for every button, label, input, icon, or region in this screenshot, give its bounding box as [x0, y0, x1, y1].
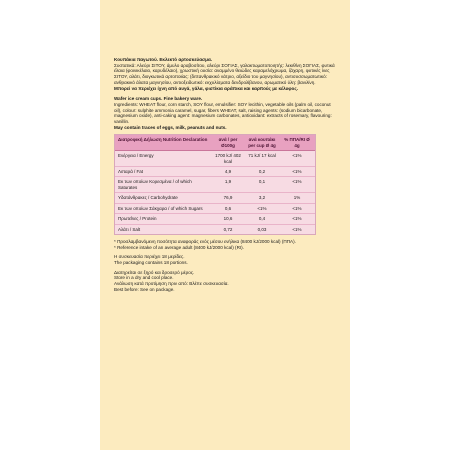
- nutrition-row-percup: 0,1: [258, 179, 266, 185]
- nutrition-row-per100: 76,9: [223, 195, 233, 201]
- nutrition-row-ri: 1%: [293, 195, 301, 201]
- english-ingredients: Ingredients: WHEAT flour, corn starch, SOY flour, emulsifier: SOY lecithin, vegetable oils (palm oil, coconut oil), colour: sulphite ammonia caramel, sugar, fibers WHEAT, salt, raising agents: (sodium bicarbonate, magnesium oxide), anti-caking agent: magnesium carbonates, antioxidant: extracts of rosemary, flavouring: vanillin.: [114, 101, 332, 125]
- nutrition-row-ri: <1%: [292, 205, 302, 211]
- nutrition-row-protein: [115, 214, 315, 224]
- greek-storage: Διατηρείται σε ξηρό και δροσερό μέρος.: [114, 269, 195, 275]
- nutrition-row-ri: <1%: [292, 169, 302, 175]
- nutrition-row-per100: 4,9: [224, 169, 232, 175]
- nutrition-row-per100: 1700 kJ/ 402 kcal: [215, 153, 241, 164]
- nutrition-row-salt: [115, 225, 315, 234]
- nutrition-row-per100: 0,6: [224, 205, 232, 211]
- nutrition-row-percup: 0,2: [258, 169, 266, 175]
- nutrition-row-carbohydrate: [115, 193, 315, 203]
- nutrition-row-percup: 0,03: [257, 226, 267, 232]
- nutrition-row-energy: [115, 151, 315, 167]
- english-title: Wafer ice cream cups. Fine bakery ware.: [114, 96, 203, 102]
- english-allergens: May contain traces of eggs, milk, peanuts and nuts.: [114, 124, 227, 130]
- nutrition-row-saturates: [115, 177, 315, 193]
- english-storage: Store in a dry and cool place.: [114, 275, 174, 281]
- nutrition-row-per100: 10,6: [223, 216, 233, 222]
- nutrition-row-ri: <1%: [292, 153, 302, 159]
- nutrition-row-ri: <1%: [292, 216, 302, 222]
- nutrition-row-percup: <1%: [257, 205, 267, 211]
- greek-best-before: Ανάλωση κατά προτίμηση πριν από: Βλέπε συσκευασία.: [114, 281, 229, 287]
- greek-ri-note: * Προσλαμβανόμενη ποσότητα αναφοράς ενός μέσου ενήλικα (8400 kJ/2000 kcal) (ΠΠΑ).: [114, 238, 296, 244]
- english-ri-note: * Reference intake of an average adult (8400 kJ/2000 kcal) (RI).: [114, 244, 244, 250]
- greek-ingredients: Συστατικά: Αλεύρι ΣΙΤΟΥ, άμυλο αραβοσίτου, αλεύρι ΣΟΓΙΑΣ, γαλακτωματοποιητής: λεκιθίνη ΣΟΓΙΑΣ, φυτικά έλαια (φοινικέλαιο, καρυδέλαιο), χρωστική ουσία: αναμμένο θειώδες καραμελόχρωμα, ζάχαρη, φυτικές ίνες ΣΙΤΟΥ, αλάτι, διογκωτικά αρτοποιίας: (διττανθρακικό νάτριο, αξείδιο του μαγνησίου), αντισυσσωματωτικό: ανθρακικό άλατα μαγνησίου, αντιοξειδωτικό: εκχυλίσματα δενδρολίβανου, αρωματικό ύλη: βανιλίνη.: [114, 62, 335, 85]
- nutrition-row-percup: 71 kJ/ 17 kcal: [248, 153, 276, 159]
- nutrition-row-per100: 1,9: [224, 179, 232, 185]
- nutrition-row-name: Ενέργεια / Energy: [118, 153, 154, 159]
- product-label-panel: [100, 0, 350, 450]
- nutrition-row-percup: 3,2: [258, 195, 266, 201]
- greek-title: Κουπάκια παγωτού. Εκλεκτό αρτοσκεύασμα.: [114, 57, 213, 62]
- nutrition-row-name: Εκ των οποίων Κορεσμένα / of which Saturates: [118, 179, 192, 190]
- nutrition-row-name: Υδατάνθρακες / Carbohydrate: [118, 195, 178, 201]
- nutrition-row-per100: 0,72: [223, 226, 233, 232]
- nutrition-row-name: Πρωτεΐνες / Protein: [118, 216, 157, 222]
- nutrition-row-sugars: [115, 204, 315, 214]
- footnotes: [114, 239, 336, 293]
- nutrition-row-ri: <1%: [292, 226, 302, 232]
- label-text-block: [114, 57, 336, 293]
- nutrition-header-per100: ανά / per Ø100g: [218, 137, 238, 148]
- english-portions: The packaging contains 18 portions.: [114, 260, 188, 266]
- nutrition-row-name: Λιπαρά / Fat: [118, 169, 144, 175]
- nutrition-table-header: [115, 135, 315, 151]
- nutrition-row-name: Αλάτι / Salt: [118, 226, 141, 232]
- nutrition-row-fat: [115, 167, 315, 177]
- nutrition-header-ri: % ΠΠΑ/RI Ø 4g: [284, 137, 310, 148]
- greek-portions: Η συσκευασία περιέχει 18 μερίδες.: [114, 254, 185, 260]
- nutrition-row-ri: <1%: [292, 179, 302, 185]
- english-best-before: Best before: See on package.: [114, 286, 175, 292]
- greek-allergens: Μπορεί να περιέχει ίχνη από αυγά, γάλα, φιστίκια αράπικα και καρπούς με κέλυφος.: [114, 85, 299, 91]
- nutrition-header-name: Διατροφική Δήλωση Nutrition Declaration: [118, 137, 208, 143]
- nutrition-header-percup: ανά κουπάκι per cup Ø 4g: [248, 137, 276, 148]
- nutrition-table: [114, 134, 316, 234]
- nutrition-row-name: Εκ των οποίων Σάκχαρα / of which Sugars: [118, 205, 203, 211]
- nutrition-row-percup: 0,4: [258, 216, 266, 222]
